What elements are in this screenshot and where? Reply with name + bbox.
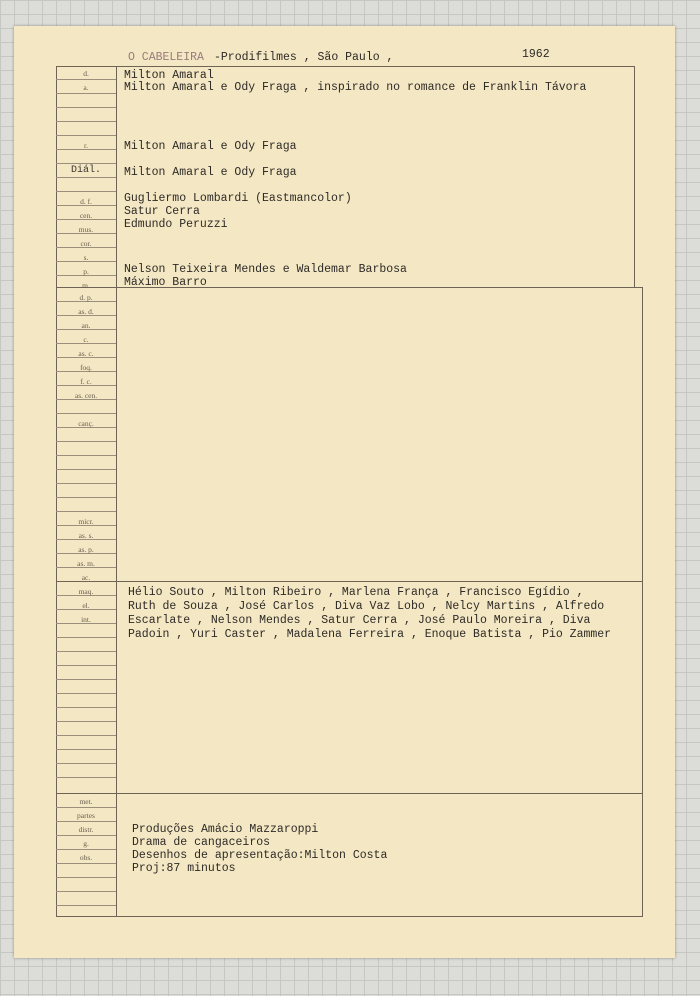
label-p: p. xyxy=(83,267,89,276)
label-obs: obs. xyxy=(79,853,93,862)
label-asm: as. m. xyxy=(77,559,95,568)
label-partes: partes xyxy=(77,811,95,820)
label-ac: ac. xyxy=(81,573,91,582)
value-producers: Nelson Teixeira Mendes e Waldemar Barbosa xyxy=(124,263,407,276)
label-s: s. xyxy=(83,253,89,262)
year: 1962 xyxy=(522,48,550,61)
film-title: O CABELEIRA xyxy=(128,51,204,64)
cast-line: Padoin , Yuri Caster , Madalena Ferreira , Enoque Batista , Pio Zammer xyxy=(128,628,612,641)
label-foq: foq. xyxy=(80,363,92,372)
cast-line: Hélio Souto , Milton Ribeiro , Marlena França , Francisco Egídio , xyxy=(128,586,584,599)
obs-line: Desenhos de apresentação:Milton Costa xyxy=(132,849,388,862)
label-maq: maq. xyxy=(78,587,94,596)
label-a: a. xyxy=(83,83,89,92)
value-screenplay: Milton Amaral e Ody Fraga xyxy=(124,140,297,153)
label-cor: cor. xyxy=(80,239,92,248)
label-asd: as. d. xyxy=(78,307,94,316)
top-border xyxy=(56,66,635,67)
value-scenography: Satur Cerra xyxy=(124,205,200,218)
producer-location: -Prodifilmes , São Paulo , xyxy=(214,51,394,64)
label-column xyxy=(56,66,116,916)
obs-line: Produções Amácio Mazzaroppi xyxy=(132,823,319,836)
value-argument: Milton Amaral e Ody Fraga , inspirado no romance de Franklin Távora xyxy=(124,81,587,94)
label-el: el. xyxy=(82,601,90,610)
label-r: r. xyxy=(84,141,88,150)
obs-line: Drama de cangaceiros xyxy=(132,836,271,849)
label-column-divider xyxy=(116,66,117,916)
label-g: g. xyxy=(83,839,89,848)
value-dialogue: Milton Amaral e Ody Fraga xyxy=(124,166,297,179)
label-cen: cen. xyxy=(79,211,93,220)
value-photography: Gugliermo Lombardi (Eastmancolor) xyxy=(124,192,352,205)
cast-line: Escarlate , Nelson Mendes , Satur Cerra , José Paulo Moreira , Diva xyxy=(128,614,591,627)
label-canc: canç. xyxy=(78,419,94,428)
label-mus: mus. xyxy=(78,225,94,234)
label-dp: d. p. xyxy=(79,293,93,302)
label-df: d. f. xyxy=(80,197,92,206)
right-border-top xyxy=(634,66,635,287)
bottom-border xyxy=(56,916,643,917)
label-d: d. xyxy=(83,69,89,78)
obs-line: Proj:87 minutos xyxy=(132,862,236,875)
label-asp: as. p. xyxy=(78,545,94,554)
section-divider-2 xyxy=(56,581,643,582)
label-ascen: as. cen. xyxy=(74,391,98,400)
label-c: c. xyxy=(83,335,89,344)
value-director: Milton Amaral xyxy=(124,69,214,82)
section-divider-3 xyxy=(56,793,643,794)
label-micr: micr. xyxy=(78,517,94,526)
label-met: met. xyxy=(79,797,93,806)
label-asc: as. c. xyxy=(78,349,94,358)
value-editing: Máximo Barro xyxy=(124,276,207,289)
label-int: int. xyxy=(81,615,91,624)
label-m: m. xyxy=(82,281,90,290)
value-music: Edmundo Peruzzi xyxy=(124,218,228,231)
label-distr: distr. xyxy=(78,825,94,834)
label-dial: Diál. xyxy=(70,165,101,176)
label-ass: as. s. xyxy=(78,531,94,540)
film-record-card xyxy=(14,26,675,958)
label-an: an. xyxy=(81,321,91,330)
right-border-lower xyxy=(642,287,643,916)
cast-line: Ruth de Souza , José Carlos , Diva Vaz Lobo , Nelcy Martins , Alfredo xyxy=(128,600,605,613)
label-fc: f. c. xyxy=(80,377,92,386)
